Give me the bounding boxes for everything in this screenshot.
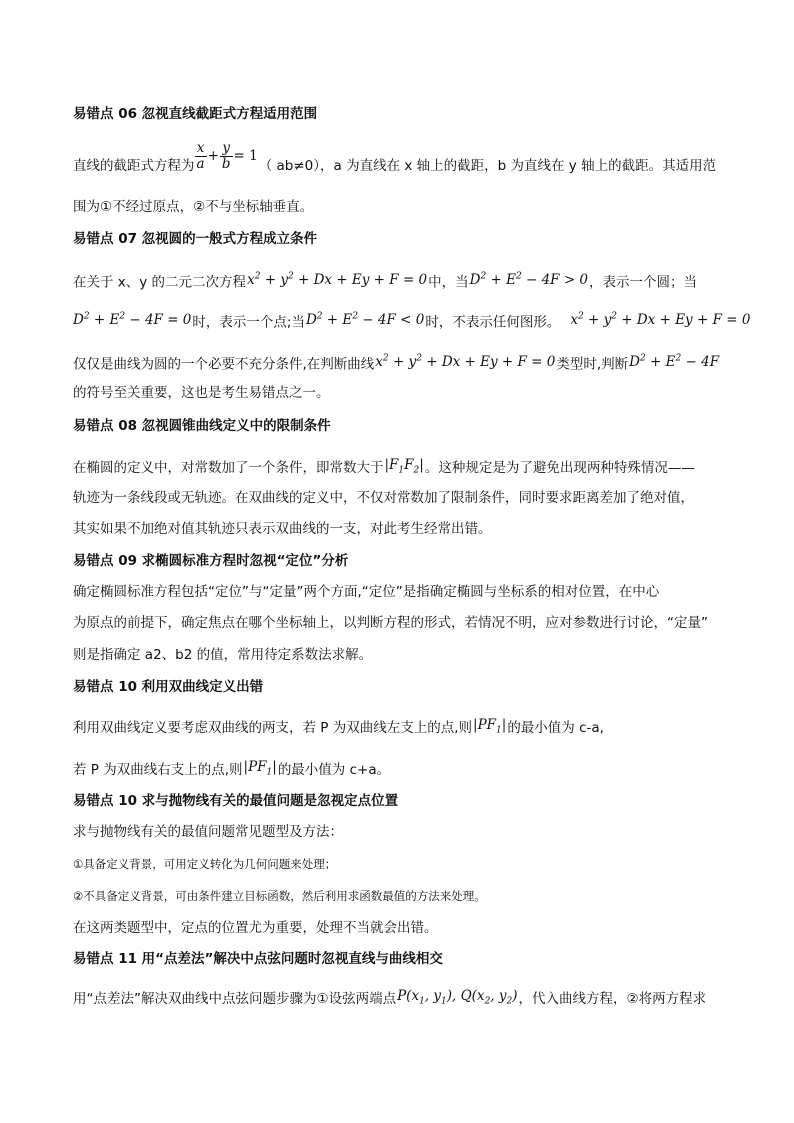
paragraph-09-line3: 则是指确定 a2、b2 的值，常用待定系数法求解。 xyxy=(73,647,373,663)
paragraph-07-line2: $D^2 + E^2 - 4F = 0$时，表示一个点;当$D^2 + E^2 - 4F < 0$时，不表示任何图形。 $x^2 + y^2 + Dx + Ey + F = 0$ xyxy=(73,311,751,331)
heading-07: 易错点 07 忽视圆的一般式方程成立条件 xyxy=(73,231,318,247)
paragraph-08-line2: 轨迹为一条线段或无轨迹。在双曲线的定义中，不仅对常数加了限制条件，同时要求距离差加了绝对值， xyxy=(73,490,694,506)
paragraph-11-line1: 用“点差法”解决双曲线中点弦问题步骤为①设弦两端点$P(x_1$, $y_1$), $Q(x_2$, $y_2$)，代入曲线方程，②将两方程求 xyxy=(73,988,707,1007)
math-abs-pf1: $|PF_1|$ xyxy=(473,717,507,736)
paragraph-08-line1: 在椭圆的定义中，对常数加了一个条件，即常数大于$|F_1F_2|$。这种规定是为了避免出现两种特殊情况—— xyxy=(73,457,695,476)
paragraph-09-line2: 为原点的前提下，确定焦点在哪个坐标轴上，以判断方程的形式，若情况不明，应对参数进行讨论，“定量” xyxy=(73,615,708,631)
paragraph-10b-line4: 在这两类题型中，定点的位置尤为重要，处理不当就会出错。 xyxy=(73,920,438,936)
fraction-y-over-b: $\frac{y}{b}$ xyxy=(221,139,231,172)
heading-10b: 易错点 10 求与抛物线有关的最值问题是忽视定点位置 xyxy=(73,793,399,809)
paragraph-06-line1: 直线的截距式方程为 $\frac{x}{a}$ + $\frac{y}{b}$ = 1（ ab≠0），a 为直线在 x 轴上的截距，b 为直线在 y 轴上的截距。其适用范 xyxy=(73,136,716,176)
math-discriminant-negative: $D^2 + E^2 - 4F < 0$ xyxy=(305,311,425,328)
math-circle-equation: $x^2 + y^2 + Dx + Ey + F = 0$ xyxy=(247,271,428,288)
math-abs-f1f2: $|F_1F_2|$ xyxy=(384,457,424,476)
paragraph-10a-line2: 若 P 为双曲线右支上的点,则$|PF_1|$的最小值为 c+a。 xyxy=(73,759,391,778)
math-discriminant-expr: $D^2 + E^2 - 4F$ xyxy=(629,353,720,370)
heading-06: 易错点 06 忽视直线截距式方程适用范围 xyxy=(73,106,318,122)
paragraph-07-line4: 的符号至关重要，这也是考生易错点之一。 xyxy=(73,385,330,401)
math-endpoints: $P(x_1$, $y_1$), $Q(x_2$, $y_2$) xyxy=(397,988,518,1007)
paragraph-06-line2: 围为①不经过原点，②不与坐标轴垂直。 xyxy=(73,199,314,215)
heading-08: 易错点 08 忽视圆锥曲线定义中的限制条件 xyxy=(73,418,331,434)
intercept-formula: $\frac{x}{a}$ + $\frac{y}{b}$ = 1 xyxy=(196,139,258,172)
paragraph-07-line3: 仅仅是曲线为圆的一个必要不充分条件,在判断曲线$x^2 + y^2 + Dx + Ey + F = 0$类型时,判断$D^2 + E^2 - 4F$ xyxy=(73,353,720,373)
fraction-x-over-a: $\frac{x}{a}$ xyxy=(196,139,205,172)
math-circle-equation-3: $x^2 + y^2 + Dx + Ey + F = 0$ xyxy=(375,353,556,370)
math-abs-pf1-2: $|PF_1|$ xyxy=(243,759,277,778)
math-discriminant-positive: $D^2 + E^2 - 4F > 0$ xyxy=(469,271,589,288)
paragraph-07-line1: 在关于 x、y 的二元二次方程$x^2 + y^2 + Dx + Ey + F = 0$中，当$D^2 + E^2 - 4F > 0$，表示一个圆；当 xyxy=(73,271,698,291)
paragraph-09-line1: 确定椭圆标准方程包括“定位”与“定量”两个方面,“定位”是指确定椭圆与坐标系的相对位置，在中心 xyxy=(73,584,660,600)
paragraph-10b-line3: ②不具备定义背景，可由条件建立目标函数，然后利用求函数最值的方法来处理。 xyxy=(73,889,486,903)
heading-10a: 易错点 10 利用双曲线定义出错 xyxy=(73,679,264,695)
math-circle-equation-2: $x^2 + y^2 + Dx + Ey + F = 0$ xyxy=(570,311,751,328)
paragraph-10b-line2: ①具备定义背景，可用定义转化为几何问题来处理； xyxy=(73,857,337,871)
heading-11: 易错点 11 用“点差法”解决中点弦问题时忽视直线与曲线相交 xyxy=(73,951,443,967)
paragraph-10b-line1: 求与抛物线有关的最值问题常见题型及方法： xyxy=(73,824,343,840)
math-discriminant-zero: $D^2 + E^2 - 4F = 0$ xyxy=(73,311,192,328)
paragraph-08-line3: 其实如果不加绝对值其轨迹只表示双曲线的一支，对此考生经常出错。 xyxy=(73,521,492,537)
heading-09: 易错点 09 求椭圆标准方程时忽视“定位”分析 xyxy=(73,553,349,569)
paragraph-10a-line1: 利用双曲线定义要考虑双曲线的两支，若 P 为双曲线左支上的点,则$|PF_1|$的最小值为 c-a, xyxy=(73,717,604,736)
